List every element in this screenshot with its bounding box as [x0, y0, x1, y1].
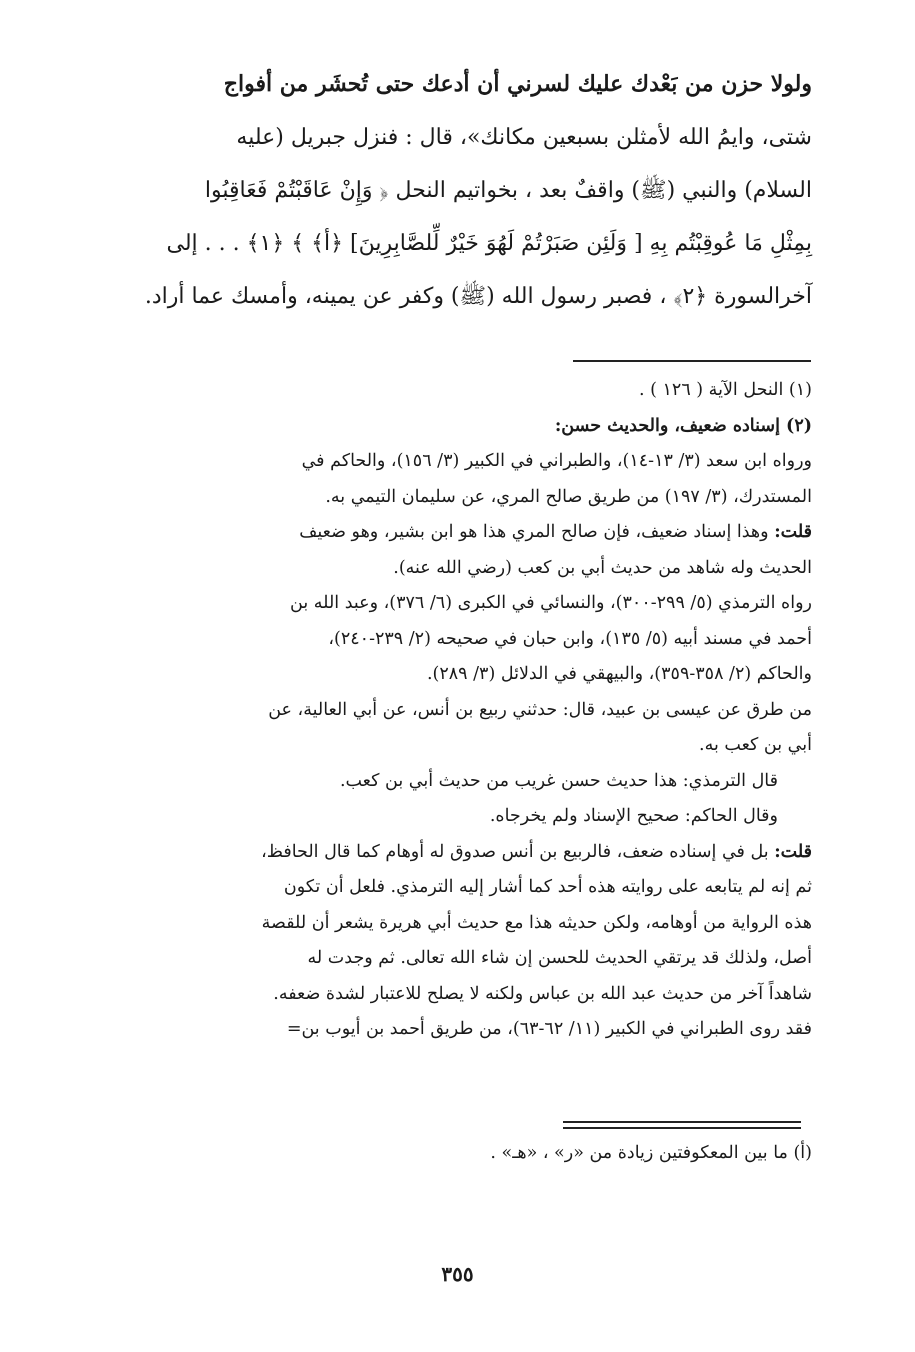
main-line-5: آخرالسورة ﴿٢﴾ ، فصبر رسول الله (ﷺ) وكفر عن يمينه، وأمسك عما أراد. — [144, 284, 812, 309]
note-paragraph: رواه الترمذي (٥/ ٢٩٩-٣٠٠)، والنسائي في الكبرى (٦/ ٣٧٦)، وعبد الله بن — [290, 593, 812, 613]
footnote: (أ) ما بين المعكوفتين زيادة من «ر» ، «هـ» . — [490, 1143, 812, 1163]
page-number: ٣٥٥ — [441, 1262, 474, 1286]
note-paragraph: أصل، ولذلك قد يرتقي الحديث للحسن إن شاء الله تعالى. ثم وجدت له — [307, 948, 812, 968]
note-paragraph: وقال الحاكم: صحيح الإسناد ولم يخرجاه. — [489, 806, 778, 826]
note-1: (١) النحل الآية ( ١٢٦ ) . — [639, 380, 812, 400]
note-2-heading: (٢) إسناده ضعيف، والحديث حسن: — [554, 415, 812, 436]
main-text — [100, 58, 812, 323]
note-paragraph: من طرق عن عيسى بن عبيد، قال: حدثني ربيع بن أنس، عن أبي العالية، عن — [268, 699, 812, 720]
note-paragraph: ثم إنه لم يتابعه على روايته هذه أحد كما أشار إليه الترمذي. فلعل أن تكون — [283, 877, 812, 897]
note-text: وهذا إسناد ضعيف، فإن صالح المري هذا هو ابن بشير، وهو ضعيف — [299, 522, 769, 542]
note-paragraph: أبي بن كعب به. — [699, 735, 812, 755]
note-text: بل في إسناده ضعف، فالربيع بن أنس صدوق له أوهام كما قال الحافظ، — [261, 841, 769, 862]
main-line-4: بِمِثْلِ مَا عُوقِبْتُم بِهِ [ وَلَئِن صَبَرْتُمْ لَهُوَ خَيْرٌ لِّلصَّابِرِينَ] ﴿أ﴾ ﴾ ﴿١﴾ . . . إلى — [166, 231, 812, 256]
notes-separator — [573, 360, 811, 362]
note-paragraph: ورواه ابن سعد (٣/ ١٣-١٤)، والطبراني في الكبير (٣/ ١٥٦)، والحاكم في — [301, 451, 812, 471]
note-paragraph: فقد روى الطبراني في الكبير (١١/ ٦٢-٦٣)، من طريق أحمد بن أيوب بن= — [286, 1019, 812, 1039]
main-line-2: شتى، وايمُ الله لأمثلن بسبعين مكانك»، قال : فنزل جبريل (عليه — [236, 125, 812, 150]
note-paragraph: أحمد في مسند أبيه (٥/ ١٣٥)، وابن حبان في صحيحه (٢/ ٢٣٩-٢٤٠)، — [328, 628, 812, 649]
main-line-3: السلام) والنبي (ﷺ) واقفٌ بعد ، بخواتيم النحل ﴿ وَإِنْ عَاقَبْتُمْ فَعَاقِبُوا — [204, 178, 812, 203]
qult-label: قلت: — [774, 522, 812, 542]
note-paragraph: الحديث وله شاهد من حديث أبي بن كعب (رضي الله عنه). — [393, 557, 812, 578]
note-paragraph: هذه الرواية من أوهامه، ولكن حديثه هذا مع حديث أبي هريرة يشعر أن للقصة — [261, 912, 812, 933]
footnote-separator — [563, 1121, 801, 1129]
notes-section — [100, 373, 812, 1048]
main-line-1: ولولا حزن من بَعْدك عليك لسرني أن أدعك حتى تُحشَر من أفواج — [223, 71, 812, 97]
note-paragraph — [100, 515, 812, 551]
note-paragraph — [100, 835, 812, 871]
note-paragraph: والحاكم (٢/ ٣٥٨-٣٥٩)، والبيهقي في الدلائل (٣/ ٢٨٩). — [426, 664, 812, 684]
qult-label: قلت: — [774, 841, 812, 862]
note-paragraph: قال الترمذي: هذا حديث حسن غريب من حديث أبي بن كعب. — [339, 770, 778, 791]
note-paragraph: المستدرك، (٣/ ١٩٧) من طريق صالح المري، عن سليمان التيمي به. — [325, 486, 812, 507]
note-paragraph: شاهداً آخر من حديث عبد الله بن عباس ولكنه لا يصلح للاعتبار لشدة ضعفه. — [273, 983, 812, 1004]
